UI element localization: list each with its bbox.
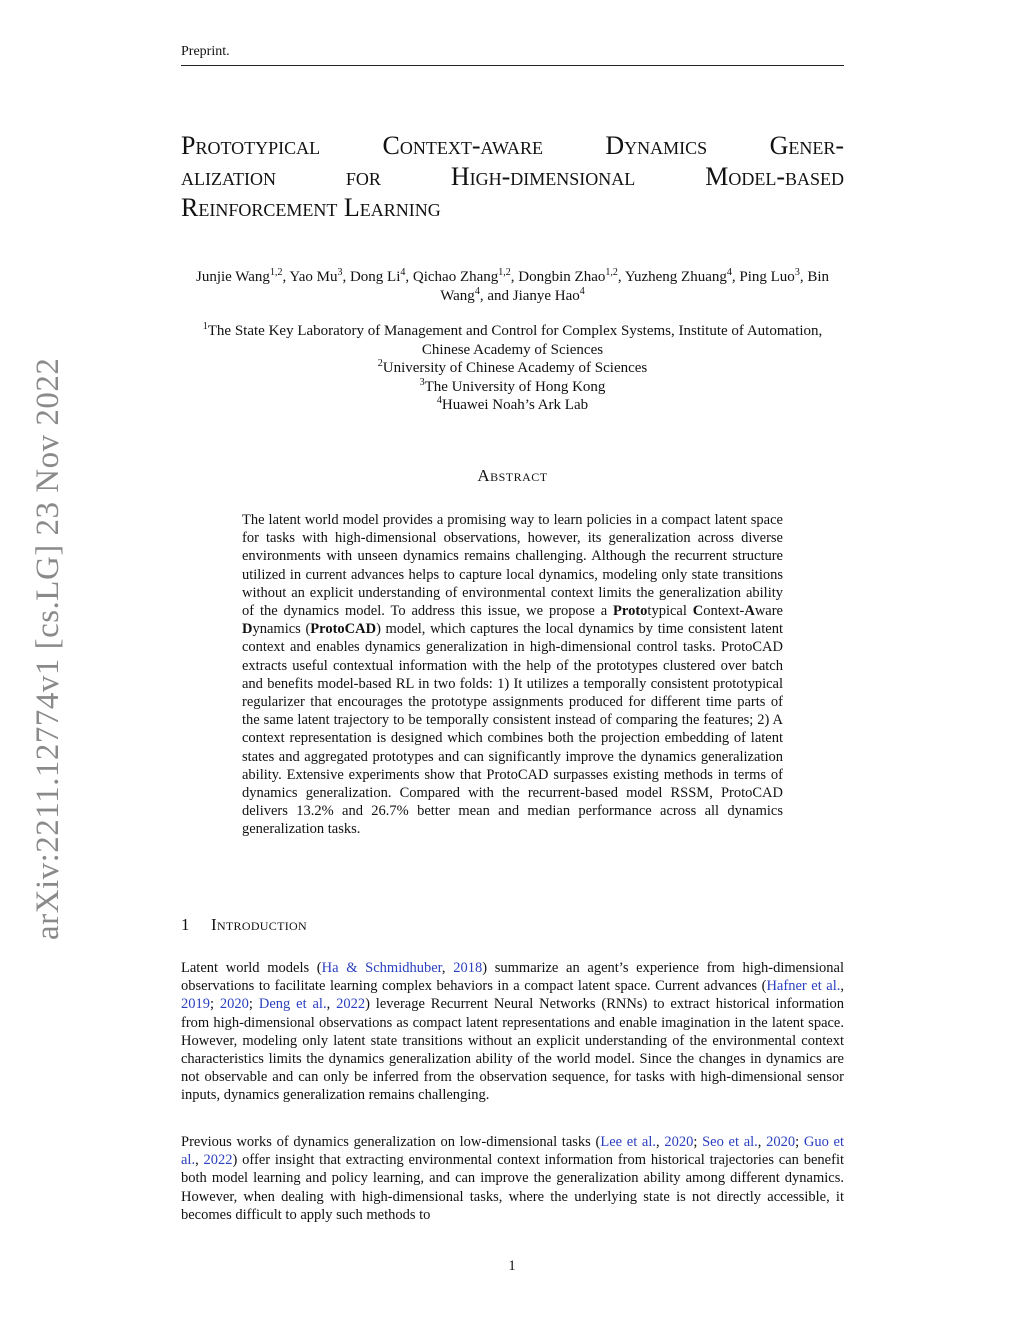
paper-title — [181, 130, 844, 223]
author-affiliation-mark: 3 — [794, 267, 800, 278]
body-text: , — [757, 1134, 767, 1150]
author-name: Junjie Wang — [196, 269, 270, 285]
citation-link[interactable]: 2020 — [766, 1134, 796, 1150]
header-rule — [181, 65, 844, 66]
citation-link[interactable]: Ha & Schmidhuber — [321, 960, 442, 976]
author-affiliation-mark: 4 — [400, 267, 406, 278]
abstract-heading: Abstract — [477, 466, 548, 485]
abstract-text: typical — [647, 603, 693, 620]
abstract-text: ontext- — [703, 603, 745, 620]
abstract-emphasis: ProtoCAD — [310, 621, 377, 638]
abstract-emphasis: C — [692, 603, 704, 620]
section-heading-introduction — [181, 915, 307, 935]
author-affiliation-mark: 4 — [474, 286, 480, 297]
page-number: 1 — [508, 1258, 516, 1274]
title-line-3: Reinforcement Learning — [181, 193, 441, 222]
author-name: Dong Li — [349, 269, 401, 285]
affiliation-text: University of Chinese Academy of Sciences — [382, 360, 648, 376]
citation-link[interactable]: 2020 — [664, 1134, 694, 1150]
author-list: Junjie Wang$^{1,2}$, Yao Mu$^3$, Dong Li$^4$, Qichao Zhang$^{1,2}$, Dongbin Zhao$^{1,2}$, Yuzheng Zhuang$^4$, Ping Luo$^3$, Bin Wang$^4$, and Jianye Hao$^4$ — [196, 267, 829, 304]
arxiv-identifier[interactable]: arXiv:2211.12774v1 [cs.LG] 23 Nov 2022 — [30, 357, 66, 940]
author-name: Jianye Hao — [512, 288, 580, 304]
body-text: ) summarize an agent’s experience from high-dimensional observations to facilitate learning complex behaviors in a compact latent space. Current advances ( — [181, 960, 844, 995]
author-name: Qichao Zhang — [412, 269, 499, 285]
body-text: , — [656, 1134, 665, 1150]
affiliation-text: The State Key Laboratory of Management and Control for Complex Systems, Institute of Automation, Chinese Academy of Sciences — [207, 323, 823, 358]
author-affiliation-mark: 1,2 — [605, 267, 618, 278]
body-text: Previous works of dynamics generalization on low-dimensional tasks ( — [181, 1134, 601, 1150]
running-head: Preprint. — [181, 44, 230, 59]
body-text: ) offer insight that extracting environmental context information from historical trajectories can benefit both model learning and policy learning, and can improve the generalization ability among different dynamics. However, when dealing with high-dimensional tasks, where the underlying state is not directly accessible, it becomes difficult to apply such methods to — [181, 1152, 844, 1223]
author-affiliation-mark: 1,2 — [269, 267, 283, 278]
body-text: ) leverage Recurrent Neural Networks (RNNs) to extract historical information from high-dimensional observations as compact latent representations and enable imagination in the latent space. However, modeling only latent state transitions without an explicit understanding of the environmental context characteristics limits the dynamics generalization ability of the world model. Since the changes in dynamics are not observable and can only be inferred from the observation sequence, for tasks with high-dimensional sensor inputs, dynamics generalization remains challenging. — [181, 996, 845, 1104]
abstract-emphasis: D — [242, 621, 253, 638]
author-name: Bin Wang — [440, 269, 829, 304]
citation-link[interactable]: 2018 — [453, 960, 483, 976]
abstract-emphasis: A — [744, 603, 755, 620]
abstract-text: The latent world model provides a promising way to learn policies in a compact latent space for tasks with high-dimensional observations, however, its generalization across diverse environments with unseen dynamics remains challenging. Although the recurrent structure utilized in current advances helps to capture local dynamics, modeling only state transitions without an explicit understanding of environmental context limits the generalization ability of the dynamics model. To address this issue, we propose a — [242, 512, 783, 620]
citation-link[interactable]: 2019 — [181, 996, 210, 1013]
citation-link[interactable]: 2022 — [336, 996, 366, 1013]
section-number: 1 — [181, 915, 190, 934]
title-line-1: Prototypical Context-aware Dynamics Gener- — [181, 131, 844, 160]
abstract-text: ynamics ( — [252, 621, 311, 638]
affiliation-item — [181, 359, 844, 378]
author-affiliation-mark: 1,2 — [498, 267, 511, 278]
title-line-2: alization for High-dimensional Model-based — [181, 162, 844, 191]
body-text: , — [195, 1152, 204, 1169]
affiliation-mark: 1 — [202, 321, 208, 332]
intro-paragraph-1 — [181, 959, 844, 1105]
author-affiliation-mark: 4 — [579, 286, 585, 297]
body-text: ; — [210, 996, 220, 1013]
section-title: Introduction — [211, 915, 307, 934]
abstract-body — [242, 511, 783, 839]
affiliation-text: Huawei Noah’s Ark Lab — [441, 397, 589, 413]
citation-link[interactable]: Lee et al. — [600, 1134, 657, 1150]
body-text: ; — [693, 1134, 703, 1150]
abstract-text: ware — [754, 603, 783, 620]
affiliation-item — [181, 378, 844, 397]
affiliation-mark: 2 — [377, 358, 383, 369]
author-name: Ping Luo — [739, 269, 795, 285]
affiliation-mark: 3 — [419, 376, 425, 388]
author-conjunction: and — [487, 288, 509, 304]
affiliation-mark: 4 — [436, 395, 442, 406]
affiliation-list — [181, 322, 844, 415]
author-name: Dongbin Zhao — [518, 269, 606, 285]
citation-link[interactable]: 2020 — [219, 996, 249, 1013]
citation-link[interactable]: Hafner et al. — [766, 978, 841, 995]
affiliation-item — [181, 322, 844, 359]
citation-link[interactable]: Seo et al. — [702, 1134, 758, 1150]
abstract-emphasis: Proto — [613, 603, 648, 620]
body-text: ; — [795, 1134, 804, 1150]
author-name: Yao Mu — [289, 269, 338, 285]
abstract-text: ) model, which captures the local dynamics by time consistent latent context and enables dynamics generalization in high-dimensional control tasks. ProtoCAD extracts useful contextual information with the help of the prototypes clustered over batch and benefits model-based RL in two folds: 1) It utilizes a temporally consistent prototypical regularizer that encourages the prototype assignments produced for different time parts of the same latent trajectory to be temporally consistent instead of comparing the features; 2) A context representation is designed which combines both the projection embedding of latent states and aggregated prototypes and can significantly improve the dynamics generalization ability. Extensive experiments show that ProtoCAD surpasses existing methods in terms of dynamics generalization. Compared with the recurrent-based model RSSM, ProtoCAD delivers 13.2% and 26.7% better mean and median performance across all dynamics generalization tasks. — [242, 621, 783, 838]
body-text: , — [840, 978, 844, 995]
body-text: Latent world models ( — [181, 960, 322, 976]
affiliation-item — [181, 396, 844, 415]
intro-paragraph-2 — [181, 1133, 844, 1224]
citation-link[interactable]: Deng et al. — [258, 996, 327, 1013]
author-name: Yuzheng Zhuang — [624, 269, 727, 285]
citation-link[interactable]: Guo et al. — [181, 1134, 844, 1169]
author-affiliation-mark: 3 — [337, 267, 343, 278]
affiliation-text: The University of Hong Kong — [424, 378, 606, 395]
author-affiliation-mark: 4 — [726, 267, 732, 278]
body-text: , — [326, 996, 337, 1013]
citation-link[interactable]: 2022 — [203, 1152, 233, 1169]
body-text: , — [441, 960, 454, 976]
body-text: ; — [248, 996, 259, 1013]
